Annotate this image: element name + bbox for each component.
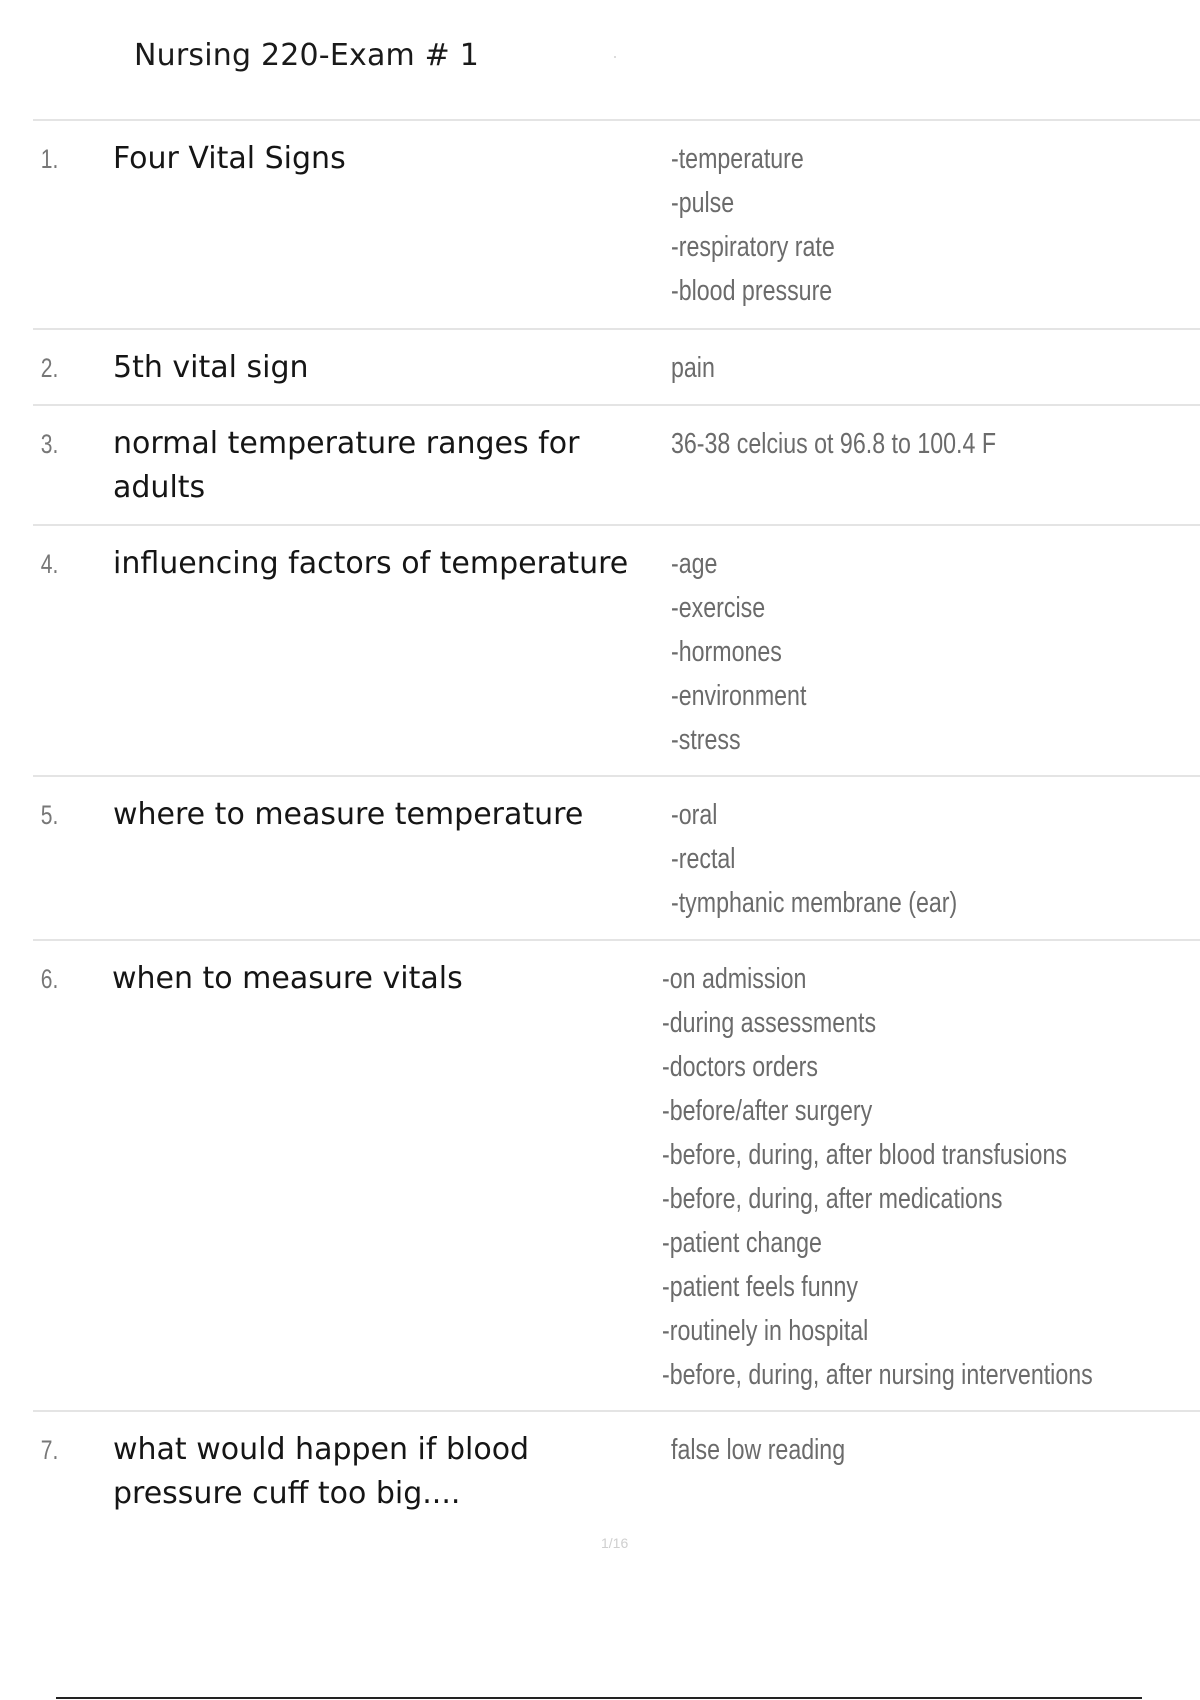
definition-line: -blood pressure xyxy=(671,275,833,307)
card-row xyxy=(33,526,1200,777)
card-number: 4. xyxy=(40,549,59,579)
definition-line: -patient feels funny xyxy=(661,1271,858,1303)
card-term: when to measure vitals xyxy=(111,961,463,996)
flashcard-list xyxy=(33,119,1200,1542)
card-term: influencing factors of temperature xyxy=(113,546,629,581)
definition-line: -exercise xyxy=(671,592,766,624)
card-definition xyxy=(662,957,1200,1410)
definition-line: -on admission xyxy=(661,963,807,995)
definition-line: -respiratory rate xyxy=(671,231,835,263)
card-term: Four Vital Signs xyxy=(113,141,346,176)
definition-line: -environment xyxy=(671,680,807,712)
definition-line: -routinely in hospital xyxy=(661,1315,868,1347)
card-row xyxy=(33,330,1200,406)
card-row xyxy=(33,777,1200,941)
definition-line: -hormones xyxy=(671,636,782,668)
definition-line: pain xyxy=(671,352,715,384)
card-number: 5. xyxy=(40,800,59,830)
definition-line: false low reading xyxy=(671,1434,846,1466)
definition-line: -age xyxy=(671,548,718,580)
card-number: 3. xyxy=(40,429,59,459)
card-number: 2. xyxy=(40,353,59,383)
document-title: Nursing 220-Exam # 1 xyxy=(134,38,480,73)
definition-line: -oral xyxy=(671,799,718,831)
card-definition xyxy=(671,542,1200,775)
card-row xyxy=(33,406,1200,526)
card-number: 6. xyxy=(40,964,59,994)
definition-line: -pulse xyxy=(671,187,735,219)
card-term: where to measure temperature xyxy=(113,797,584,832)
card-definition xyxy=(671,1428,1200,1542)
card-definition xyxy=(671,422,1200,524)
definition-line: -before/after surgery xyxy=(661,1095,872,1127)
card-definition xyxy=(671,137,1200,328)
definition-line: -patient change xyxy=(661,1227,822,1259)
definition-line: -before, during, after blood transfusions xyxy=(661,1139,1067,1171)
definition-line: -tymphanic membrane (ear) xyxy=(671,887,958,919)
card-term: normal temperature ranges for adults xyxy=(113,426,580,505)
card-row xyxy=(33,1412,1200,1542)
definition-line: -before, during, after medications xyxy=(661,1183,1003,1215)
card-number: 1. xyxy=(40,144,59,174)
card-number: 7. xyxy=(40,1435,59,1465)
card-term: what would happen if blood pressure cuff too big.... xyxy=(113,1432,530,1511)
bottom-rule xyxy=(56,1697,1142,1699)
definition-line: -temperature xyxy=(671,143,804,175)
definition-line: -doctors orders xyxy=(661,1051,818,1083)
card-term: 5th vital sign xyxy=(113,350,309,385)
card-row xyxy=(33,121,1200,330)
page-indicator: 1/16 xyxy=(601,1535,629,1551)
definition-line: -before, during, after nursing interventions xyxy=(661,1359,1093,1391)
definition-line: -stress xyxy=(671,724,741,756)
card-row xyxy=(33,941,1200,1412)
card-definition xyxy=(671,793,1200,939)
card-definition xyxy=(671,346,1200,404)
faint-mark xyxy=(614,56,616,58)
definition-line: -rectal xyxy=(671,843,736,875)
definition-line: -during assessments xyxy=(661,1007,876,1039)
definition-line: 36-38 celcius ot 96.8 to 100.4 F xyxy=(671,428,997,460)
